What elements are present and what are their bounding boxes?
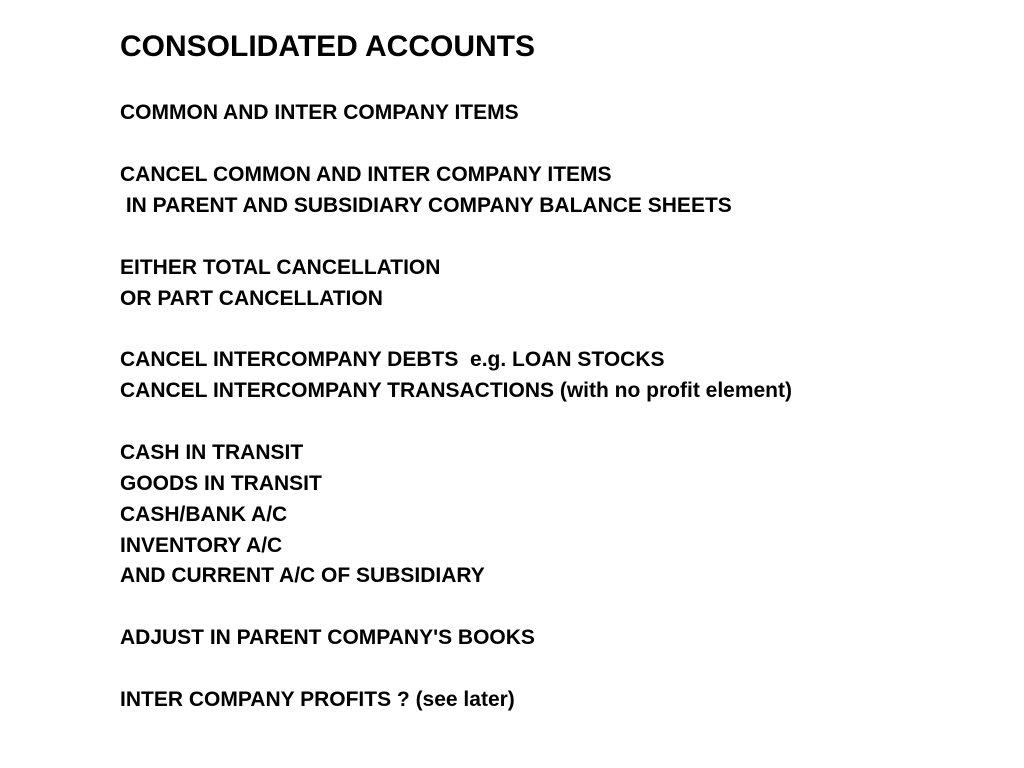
text-line-cancel-debts: CANCEL INTERCOMPANY DEBTS e.g. LOAN STOCKS [120, 348, 665, 371]
text-line-cancel-transactions: CANCEL INTERCOMPANY TRANSACTIONS (with no profit element) [120, 379, 792, 402]
text-line-inter-company-profits: INTER COMPANY PROFITS ? (see later) [120, 688, 515, 711]
text-line-cash-in-transit: CASH IN TRANSIT [120, 441, 304, 464]
text-line-cancel-common: CANCEL COMMON AND INTER COMPANY ITEMS [120, 163, 612, 186]
text-line-total-cancellation: EITHER TOTAL CANCELLATION [120, 256, 441, 279]
text-line-cash-bank: CASH/BANK A/C [120, 503, 288, 526]
text-line-part-cancellation: OR PART CANCELLATION [120, 287, 383, 310]
slide-title: CONSOLIDATED ACCOUNTS [120, 30, 535, 63]
text-line-goods-in-transit: GOODS IN TRANSIT [120, 472, 322, 495]
text-line-common-items: COMMON AND INTER COMPANY ITEMS [120, 101, 519, 124]
text-line-adjust-parent: ADJUST IN PARENT COMPANY'S BOOKS [120, 626, 535, 649]
text-line-parent-subsidiary: IN PARENT AND SUBSIDIARY COMPANY BALANCE SHEETS [120, 194, 732, 217]
text-line-inventory: INVENTORY A/C [120, 534, 283, 557]
text-line-current-account: AND CURRENT A/C OF SUBSIDIARY [120, 564, 485, 587]
